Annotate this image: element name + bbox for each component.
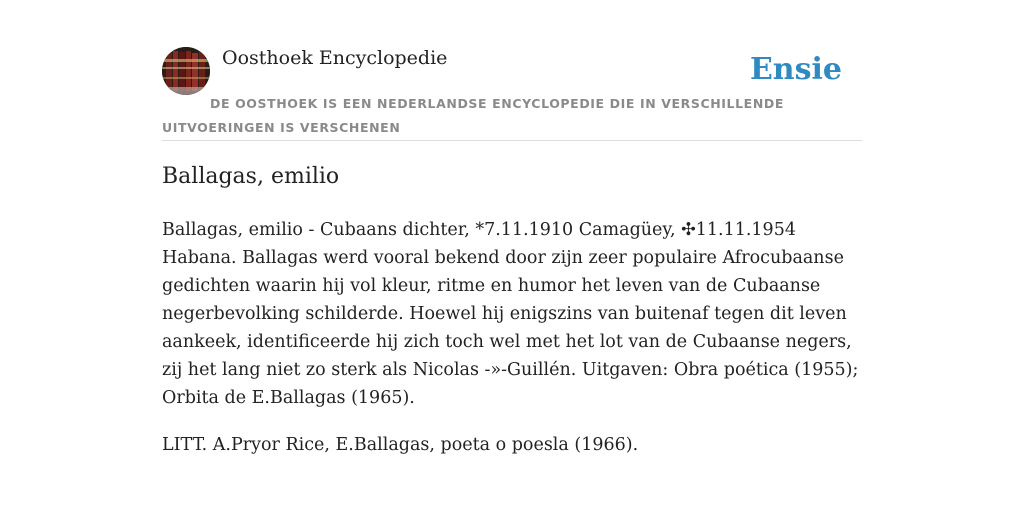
brand-logo-link[interactable]: Ensie — [749, 52, 842, 87]
site-title-link[interactable]: Oosthoek Encyclopedie — [222, 47, 448, 69]
page-container — [162, 0, 862, 455]
bookshelf-photo-icon — [162, 47, 210, 95]
article-title: Ballagas, emilio — [162, 164, 340, 189]
article-references: LITT. A.Pryor Rice, E.Ballagas, poeta o poesla (1966). — [162, 435, 639, 455]
site-header — [162, 0, 862, 141]
article-body — [162, 216, 862, 478]
site-avatar[interactable] — [162, 47, 210, 95]
article-paragraph: Ballagas, emilio - Cubaans dichter, *7.11.1910 Camagüey, ✣11.11.1954 Habana. Ballagas werd vooral bekend door zijn zeer populaire Afrocubaanse gedichten waarin hij vol kleur, ritme en humor het leven van de Cubaanse negerbevolking schilderde. Hoewel hij enigszins van buitenaf tegen dit leven aankeek, identificeerde hij zich toch wel met het lot van de Cubaanse negers, zij het lang niet zo sterk als Nicolas -»-Guillén. Uitgaven: Obra poética (1955); Orbita de E.Ballagas (1965). — [162, 220, 859, 408]
site-tagline: DE OOSTHOEK IS EEN NEDERLANDSE ENCYCLOPEDIE DIE IN VERSCHILLENDE UITVOERINGEN IS VERSCHENEN — [162, 96, 784, 135]
